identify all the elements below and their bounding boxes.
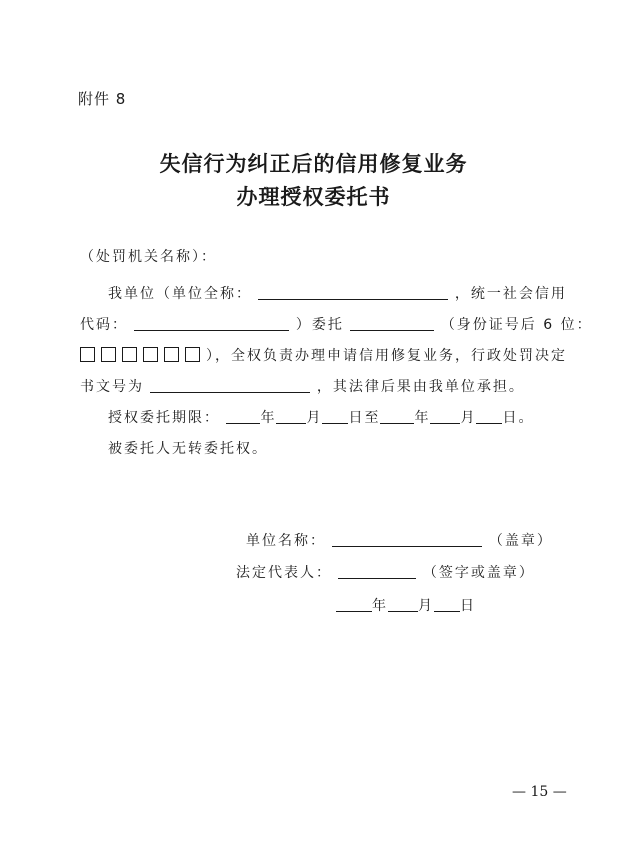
page-number: — 15 — — [512, 784, 567, 800]
signature-date-line — [336, 595, 476, 615]
unit-signature-line — [246, 530, 553, 550]
end-month-blank[interactable] — [430, 409, 460, 424]
day-to-label: 日至 — [348, 410, 381, 426]
legal-rep-line — [236, 562, 535, 582]
authority-text: ），全权负责办理申请信用修复业务，行政处罚决定 — [206, 348, 567, 364]
title-line-1: 失信行为纠正后的信用修复业务 — [159, 151, 468, 176]
addressee-line: （处罚机关名称）： — [80, 249, 217, 265]
paragraph-line-1 — [108, 283, 567, 303]
id-digit-boxes[interactable] — [80, 347, 206, 364]
end-day-blank[interactable] — [476, 409, 502, 424]
unit-fullname-label: 我单位（单位全称： — [108, 286, 252, 302]
unit-name-blank[interactable] — [332, 532, 482, 547]
legal-rep-label: 法定代表人： — [236, 565, 332, 581]
day-end-label: 日。 — [502, 410, 535, 426]
id-digit-box[interactable] — [164, 347, 179, 362]
id-digit-box[interactable] — [122, 347, 137, 362]
year-label: 年 — [414, 410, 431, 426]
decision-number-blank[interactable] — [150, 378, 310, 393]
paragraph-line-4 — [80, 376, 525, 396]
code-label: 代码： — [80, 317, 128, 333]
month-label: 月 — [306, 410, 323, 426]
year-label: 年 — [372, 598, 388, 614]
decision-number-label: 书文号为 — [80, 379, 144, 395]
unit-fullname-blank[interactable] — [258, 285, 448, 300]
year-label: 年 — [260, 410, 277, 426]
month-label: 月 — [460, 410, 477, 426]
start-day-blank[interactable] — [322, 409, 348, 424]
start-year-blank[interactable] — [226, 409, 260, 424]
end-year-blank[interactable] — [380, 409, 414, 424]
day-label: 日 — [460, 598, 476, 614]
unit-name-label: 单位名称： — [246, 533, 326, 549]
id-digit-box[interactable] — [185, 347, 200, 362]
id-suffix-label: （身份证号后 6 位： — [440, 317, 593, 333]
entrust-label: ）委托 — [295, 317, 344, 333]
period-label: 授权委托期限： — [108, 410, 220, 426]
credit-code-label: ，统一社会信用 — [454, 286, 567, 302]
paragraph-line-3 — [80, 345, 567, 365]
title-line-2: 办理授权委托书 — [236, 184, 391, 209]
trustee-name-blank[interactable] — [350, 316, 434, 331]
period-line — [108, 407, 534, 427]
month-label: 月 — [418, 598, 434, 614]
sign-day-blank[interactable] — [434, 597, 460, 612]
sign-note: （签字或盖章） — [422, 565, 535, 581]
consequence-text: ，其法律后果由我单位承担。 — [316, 379, 525, 395]
sign-year-blank[interactable] — [336, 597, 372, 612]
legal-rep-blank[interactable] — [338, 564, 416, 579]
paragraph-line-2 — [80, 314, 593, 334]
attachment-label: 附件 8 — [78, 90, 127, 108]
start-month-blank[interactable] — [276, 409, 306, 424]
credit-code-blank[interactable] — [134, 316, 289, 331]
seal-note: （盖章） — [488, 533, 553, 549]
no-transfer-line: 被委托人无转委托权。 — [108, 441, 268, 457]
id-digit-box[interactable] — [101, 347, 116, 362]
sign-month-blank[interactable] — [388, 597, 418, 612]
id-digit-box[interactable] — [143, 347, 158, 362]
id-digit-box[interactable] — [80, 347, 95, 362]
